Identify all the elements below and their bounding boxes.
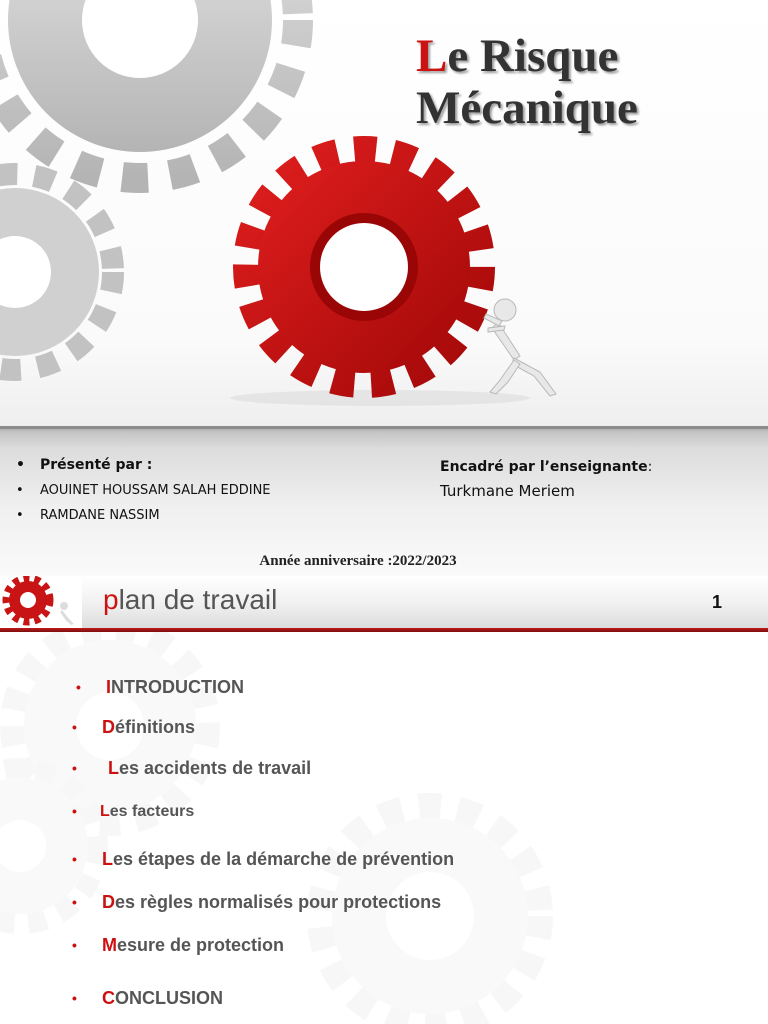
agenda-item: • Définitions	[72, 717, 195, 737]
header-underline	[0, 628, 768, 632]
red-gear-icon	[246, 149, 482, 385]
slide-title-rest: lan de travail	[118, 584, 278, 615]
agenda-item-initial: C	[102, 988, 115, 1008]
agenda-item-text: ONCLUSION	[115, 988, 223, 1008]
band-divider	[0, 426, 768, 429]
agenda-slide	[0, 576, 768, 1024]
agenda-item-text: es règles normalisés pour protections	[115, 892, 442, 912]
supervisor-label: Encadré par l’enseignante	[440, 459, 648, 475]
agenda-item-initial: M	[102, 935, 117, 955]
supervisor-name: Turkmane Meriem	[440, 482, 575, 500]
title-initial: L	[416, 30, 448, 82]
agenda-item: • Mesure de protection	[72, 935, 285, 955]
slide-title	[103, 584, 277, 616]
agenda-item-initial: L	[108, 758, 119, 778]
supervisor-colon: :	[647, 459, 653, 475]
agenda-item-initial: D	[102, 717, 115, 737]
agenda-item: • CONCLUSION	[72, 988, 223, 1008]
agenda-item-initial: D	[102, 892, 115, 912]
presentation-title	[416, 30, 638, 134]
agenda-item-text: NTRODUCTION	[111, 677, 245, 697]
agenda-item: • Des règles normalisés pour protections	[72, 892, 442, 912]
supervisor-block	[440, 455, 652, 503]
page-number: 1	[712, 592, 723, 612]
agenda-item-text: es facteurs	[109, 803, 195, 820]
agenda-item-initial: L	[102, 849, 113, 869]
title-line1: e Risque	[447, 30, 619, 82]
presenter-name: • AOUINET HOUSSAM SALAH EDDINE	[14, 478, 271, 503]
agenda-item: • Les facteurs	[72, 803, 195, 820]
watermark-gears-icon	[0, 576, 768, 1024]
agenda-item-text: éfinitions	[115, 717, 195, 737]
large-gray-gear-icon	[0, 0, 298, 178]
agenda-item: • INTRODUCTION	[76, 677, 245, 697]
agenda-item-text: es étapes de la démarche de prévention	[113, 849, 455, 869]
agenda-item: • Les étapes de la démarche de prévention	[72, 849, 455, 869]
header-gear-thumbnail-icon	[0, 576, 82, 628]
small-gray-gear-icon	[0, 174, 113, 370]
agenda-item-text: es accidents de travail	[119, 758, 312, 778]
presenters-list	[14, 453, 271, 528]
agenda-item-initial: L	[100, 803, 110, 820]
academic-year: Année anniversaire :2022/2023	[259, 553, 457, 569]
agenda-item-initial: I	[106, 677, 112, 697]
agenda-item: • Les accidents de travail	[72, 758, 312, 778]
presenter-name: • RAMDANE NASSIM	[14, 503, 271, 528]
pushing-figure-icon	[484, 299, 556, 396]
presented-by-label: • Présenté par :	[14, 453, 271, 478]
agenda-item-text: esure de protection	[117, 935, 285, 955]
slide-title-initial: p	[103, 584, 119, 615]
title-line2: Mécanique	[416, 82, 638, 134]
